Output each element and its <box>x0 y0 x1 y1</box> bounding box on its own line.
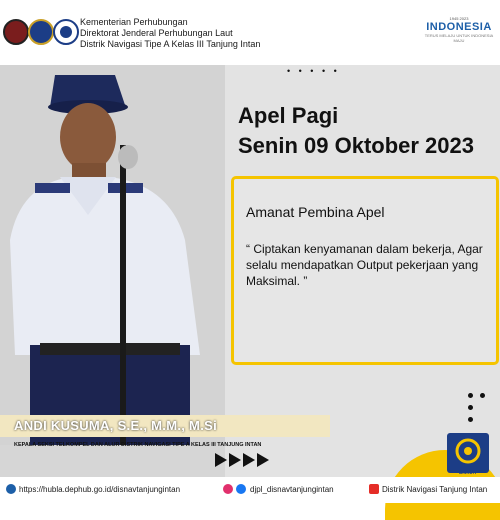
globe-icon <box>6 484 16 494</box>
ministry-emblem-icon <box>28 19 54 45</box>
indonesia-logo <box>424 16 494 43</box>
speaker-name: ANDI KUSUMA, S.E., M.M., M.Si <box>14 418 217 433</box>
speaker-photo <box>0 65 225 445</box>
instagram-icon[interactable] <box>223 484 233 494</box>
organization-name <box>80 17 260 50</box>
message-quote: “ Ciptakan kenyamanan dalam bekerja, Agar selalu mendapatkan Output pekerjaan yang Maksimal. ” <box>246 242 483 288</box>
org-line-2: Direktorat Jenderal Perhubungan Laut <box>80 28 233 38</box>
footer <box>0 477 500 503</box>
smart-logo-icon <box>447 433 489 473</box>
org-line-1: Kementerian Perhubungan <box>80 17 188 27</box>
indonesia-word: INDONESIA <box>426 21 492 33</box>
social-handle[interactable]: djpl_disnavtanjungintan <box>250 485 334 494</box>
facebook-icon[interactable] <box>236 484 246 494</box>
youtube-icon[interactable] <box>369 484 379 494</box>
message-box <box>231 176 499 365</box>
youtube-channel[interactable]: Distrik Navigasi Tanjung Intan <box>382 485 488 494</box>
navy-emblem-icon <box>3 19 29 45</box>
event-date: Senin 09 Oktober 2023 <box>238 133 474 158</box>
smart-logo-label: S.M.U.T <box>458 470 478 476</box>
indonesia-tagline: TERUS MELAJU UNTUK INDONESIA MAJU <box>424 33 494 43</box>
message-heading: Amanat Pembina Apel <box>246 204 385 220</box>
event-title: Apel Pagi <box>238 103 339 128</box>
indonesia-years: 1945 2023 <box>449 16 469 21</box>
arrow-icons <box>215 453 270 467</box>
header <box>0 0 500 65</box>
speaker-position: KEPALA SEKSI TELKOMPEL DAN ALUR DISTRIK NAVIGASI TIPE A KELAS III TANJUNG INTAN <box>14 442 262 448</box>
district-emblem-icon <box>53 19 79 45</box>
org-line-3: Distrik Navigasi Tipe A Kelas III Tanjung Intan <box>80 39 261 49</box>
website-link[interactable]: https://hubla.dephub.go.id/disnavtanjungintan <box>19 485 181 494</box>
decorative-dots: • • • • • <box>287 66 340 76</box>
